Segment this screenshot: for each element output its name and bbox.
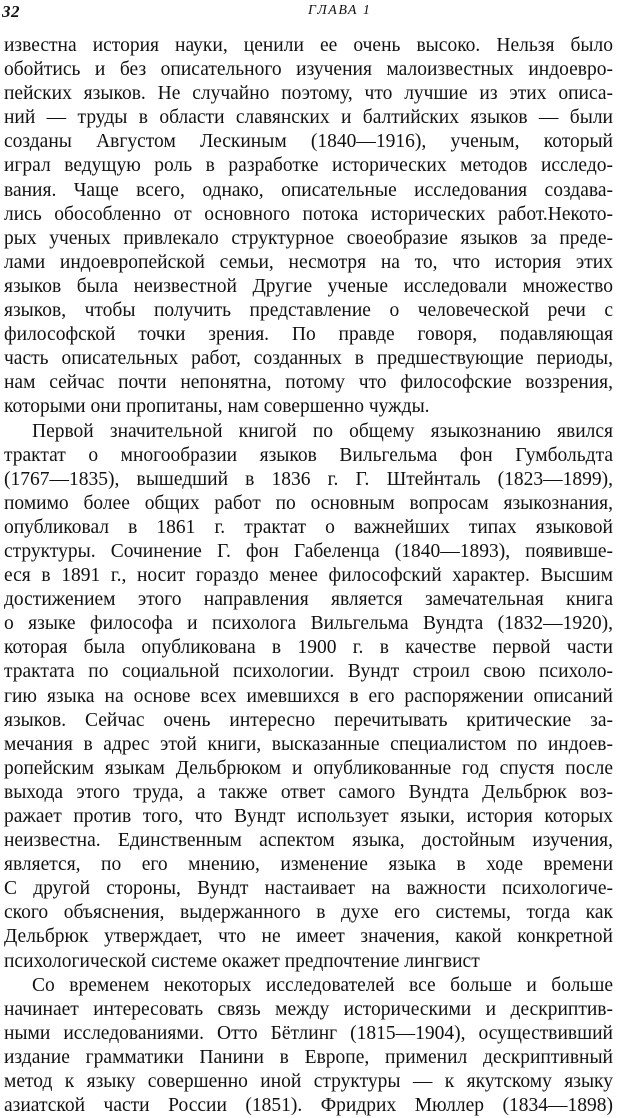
text-line: философской точки зрения. По правде говоря, подавляющая bbox=[4, 324, 613, 346]
text-line: созданы Августом Лескиным (1840—1916), ученым, который bbox=[4, 131, 613, 153]
text-line: С другой стороны, Вундт настаивает на важности психологиче- bbox=[4, 878, 613, 900]
text-line: выхода этого труда, а также ответ самого Вундта Дельбрюк воз- bbox=[4, 781, 613, 803]
text-line: начинает интересовать связь между историческими и дескриптив- bbox=[4, 998, 613, 1020]
text-line: Со временем некоторых исследователей все больше и больше bbox=[32, 974, 613, 996]
text-line: обойтись и без описательного изучения малоизвестных индоевро- bbox=[4, 59, 613, 81]
page-number: 32 bbox=[2, 2, 20, 21]
text-line: достижением этого направления является замечательная книга bbox=[4, 589, 613, 611]
text-line: часть описательных работ, созданных в предшествующие периоды, bbox=[4, 348, 613, 370]
text-line: пейских языков. Не случайно поэтому, что лучшие из этих описа- bbox=[4, 83, 613, 105]
text-line: Первой значительной книгой по общему языкознанию явился bbox=[32, 420, 613, 442]
text-line: ний — труды в области славянских и балтийских языков — были bbox=[4, 107, 613, 129]
text-line: ными исследованиями. Отто Бётлинг (1815—1904), осуществивший bbox=[4, 1022, 613, 1044]
text-line: гию языка на основе всех имевшихся в его распоряжении описаний bbox=[4, 685, 613, 707]
text-line: ского объяснения, выдержанного в духе его системы, тогда как bbox=[4, 902, 613, 924]
text-line: рых ученых привлекало структурное своеобразие языков за преде- bbox=[4, 227, 613, 249]
text-line: языков. Сейчас очень интересно перечитывать критические за- bbox=[4, 709, 613, 731]
text-line: которыми они пропитаны, нам совершенно чужды. bbox=[4, 396, 430, 418]
text-line: издание грамматики Панини в Европе, применил дескриптивный bbox=[4, 1046, 613, 1068]
text-line: ропейским языкам Дельбрюком и опубликованные год спустя после bbox=[4, 757, 613, 779]
text-line: опубликовал в 1861 г. трактат о важнейших типах языковой bbox=[4, 516, 613, 538]
page-header bbox=[0, 2, 620, 26]
text-line: языков, чтобы получить представление о человеческой речи с bbox=[4, 300, 613, 322]
text-line: мечания в адрес этой книги, высказанные специалистом по индоев- bbox=[4, 733, 613, 755]
text-line: лись обособленно от основного потока исторических работ.Некото- bbox=[4, 203, 613, 225]
text-line: играл ведущую роль в разработке исторических методов исследо- bbox=[4, 155, 613, 177]
text-line: еся в 1891 г., носит гораздо менее философский характер. Высшим bbox=[4, 565, 613, 587]
text-line: азиатской части России (1851). Фридрих Мюллер (1834—1898) bbox=[4, 1095, 613, 1117]
text-line: ражает против того, что Вундт использует языки, история которых bbox=[4, 806, 613, 827]
text-line: Дельбрюк утверждает, что не имеет значения, какой конкретной bbox=[4, 926, 613, 948]
text-line: языков была неизвестной Другие ученые исследовали множество bbox=[4, 275, 613, 297]
text-line: трактат о многообразии языков Вильгельма фон Гумбольдта bbox=[4, 444, 613, 466]
text-line: лами индоевропейской семьи, несмотря на то, что история этих bbox=[4, 251, 613, 273]
running-head: ГЛАВА 1 bbox=[308, 3, 372, 18]
text-line: психологической системе окажет предпочтение лингвист bbox=[4, 950, 480, 972]
text-line: является, по его мнению, изменение языка в ходе времени bbox=[4, 854, 613, 876]
body-text bbox=[4, 34, 613, 1118]
text-line: неизвестна. Единственным аспектом языка, достойным изучения, bbox=[4, 830, 613, 852]
text-line: которая была опубликована в 1900 г. в качестве первой части bbox=[4, 637, 613, 659]
text-line: вания. Чаще всего, однако, описательные исследования создава- bbox=[4, 179, 613, 201]
text-line: известна история науки, ценили ее очень высоко. Нельзя было bbox=[4, 35, 613, 56]
text-line: нам сейчас почти непонятна, потому что философские воззрения, bbox=[4, 372, 613, 394]
text-line: трактата по социальной психологии. Вундт строил свою психоло- bbox=[4, 661, 613, 683]
text-line: о языке философа и психолога Вильгельма Вундта (1832—1920), bbox=[4, 613, 613, 635]
text-line: метод к языку совершенно иной структуры — к якутскому языку bbox=[4, 1071, 613, 1093]
text-line: структуры. Сочинение Г. фон Габеленца (1840—1893), появивше- bbox=[4, 540, 613, 562]
text-line: помимо более общих работ по основным вопросам языкознания, bbox=[4, 492, 613, 514]
text-line: (1767—1835), вышедший в 1836 г. Г. Штейнталь (1823—1899), bbox=[4, 468, 613, 490]
